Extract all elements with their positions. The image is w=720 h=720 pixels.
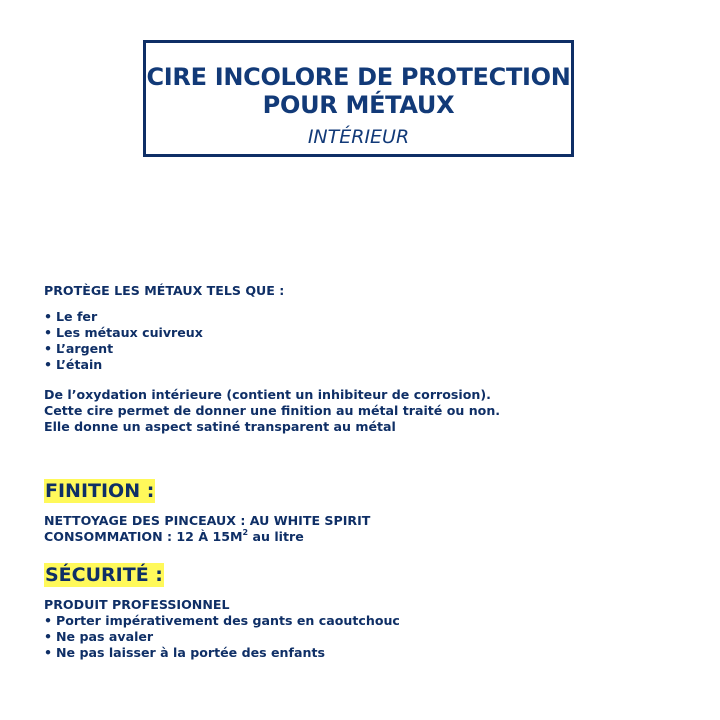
finition-details xyxy=(44,513,684,545)
securite-item xyxy=(44,629,684,645)
product-title-line-2: POUR MÉTAUX xyxy=(262,91,455,119)
protege-item-text: Les métaux cuivreux xyxy=(56,325,203,340)
securite-item xyxy=(44,645,684,661)
protege-item-text: L’argent xyxy=(56,341,114,356)
protege-label: PROTÈGE LES MÉTAUX TELS QUE : xyxy=(44,283,285,298)
bullet-icon: • xyxy=(44,613,53,628)
securite-heading: SÉCURITÉ : xyxy=(45,564,163,586)
securite-item-text: Ne pas avaler xyxy=(56,629,154,644)
bullet-icon: • xyxy=(44,325,53,340)
product-subtitle: INTÉRIEUR xyxy=(307,126,410,148)
protege-item-text: L’étain xyxy=(56,357,103,372)
bullet-icon: • xyxy=(44,645,53,660)
bullet-icon: • xyxy=(44,629,53,644)
description-line: Cette cire permet de donner une finition au métal traité ou non. xyxy=(44,403,501,418)
protege-item xyxy=(44,341,684,357)
protege-item xyxy=(44,325,684,341)
description-line: De l’oxydation intérieure (contient un inhibiteur de corrosion). xyxy=(44,387,491,402)
securite-item-text: Ne pas laisser à la portée des enfants xyxy=(56,645,325,660)
securite-details xyxy=(44,597,684,661)
securite-item xyxy=(44,613,684,629)
finition-heading: FINITION : xyxy=(45,480,155,502)
description-paragraph xyxy=(44,387,684,435)
consumption-text: CONSOMMATION : 12 À 15M xyxy=(44,529,243,544)
securite-item-text: Porter impérativement des gants en caoutchouc xyxy=(56,613,400,628)
product-title-box xyxy=(143,40,574,157)
finition-consumption-line xyxy=(44,529,684,545)
securite-label: PRODUIT PROFESSIONNEL xyxy=(44,597,230,612)
consumption-superscript: 2 xyxy=(242,527,249,537)
protege-item xyxy=(44,309,684,325)
protege-list xyxy=(44,309,684,373)
description-line: Elle donne un aspect satiné transparent au métal xyxy=(44,419,396,434)
protege-item xyxy=(44,357,684,373)
protege-item-text: Le fer xyxy=(56,309,98,324)
bullet-icon: • xyxy=(44,309,53,324)
securite-list xyxy=(44,613,684,661)
finition-cleaning-line: NETTOYAGE DES PINCEAUX : AU WHITE SPIRIT xyxy=(44,513,371,528)
product-description-content xyxy=(44,283,684,661)
bullet-icon: • xyxy=(44,357,53,372)
consumption-suffix: au litre xyxy=(248,529,304,544)
bullet-icon: • xyxy=(44,341,53,356)
product-title-line-1: CIRE INCOLORE DE PROTECTION xyxy=(146,63,571,91)
